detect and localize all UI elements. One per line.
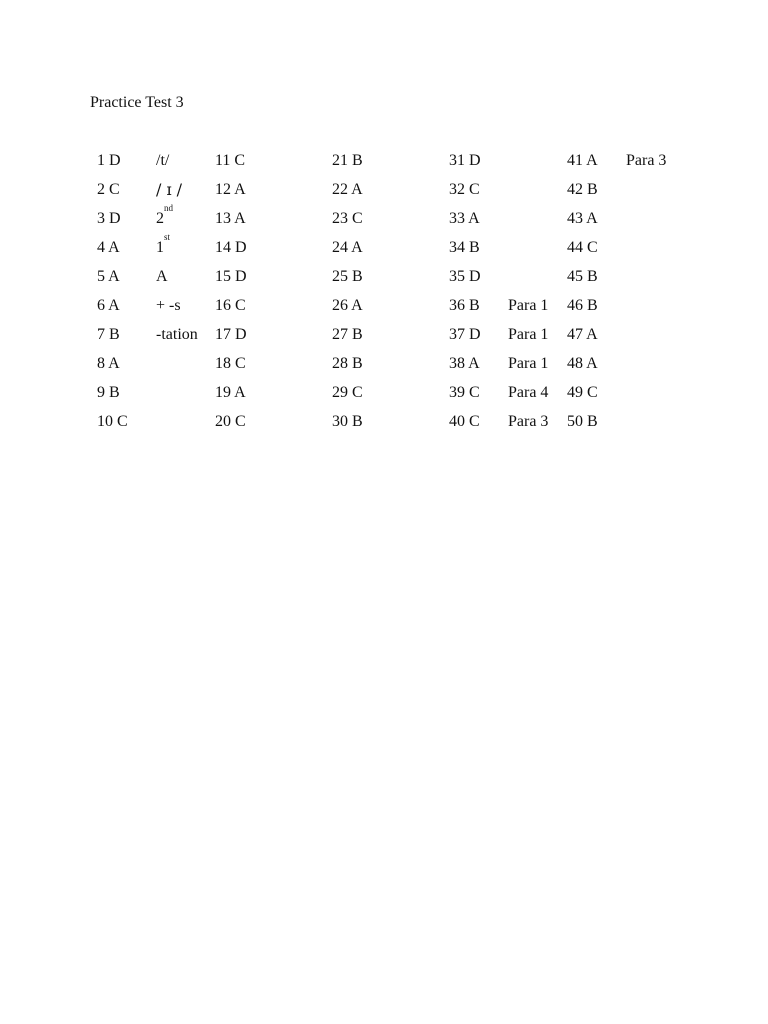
answer-cell	[619, 233, 686, 262]
answer-cell: 33 A	[449, 210, 480, 227]
answer-cell	[149, 233, 208, 262]
answer-cell: 22 A	[332, 181, 363, 198]
answer-cell: 18 C	[215, 355, 246, 372]
answer-cell: 23 C	[332, 210, 363, 227]
answer-row	[90, 204, 686, 233]
answer-cell: 31 D	[449, 152, 481, 169]
answer-cell	[149, 349, 208, 378]
answer-cell: 5 A	[97, 268, 120, 285]
answer-cell	[619, 407, 686, 436]
answer-cell: 35 D	[449, 268, 481, 285]
answer-cell: 20 C	[215, 413, 246, 430]
answer-cell: Para 1	[508, 297, 549, 314]
answer-cell: 10 C	[97, 413, 128, 430]
answer-cell: 46 B	[567, 297, 598, 314]
answer-cell	[149, 378, 208, 407]
answer-cell	[619, 175, 686, 204]
page-title: Practice Test 3	[90, 94, 184, 111]
answer-cell: 11 C	[215, 152, 246, 169]
answer-cell: 30 B	[332, 413, 363, 430]
answer-cell	[501, 175, 560, 204]
answer-cell: / ɪ /	[156, 180, 183, 199]
answer-cell: Para 3	[508, 413, 549, 430]
answer-cell: 8 A	[97, 355, 120, 372]
answer-cell: 37 D	[449, 326, 481, 343]
answer-cell	[619, 291, 686, 320]
answer-cell: 45 B	[567, 268, 598, 285]
answer-cell: 9 B	[97, 384, 120, 401]
answer-row	[90, 146, 686, 175]
answer-cell: 2 C	[97, 181, 120, 198]
answer-cell: 15 D	[215, 268, 247, 285]
answer-cell	[619, 378, 686, 407]
answer-cell: 36 B	[449, 297, 480, 314]
answer-cell: 24 A	[332, 239, 363, 256]
answer-cell: 17 D	[215, 326, 247, 343]
answer-cell: 47 A	[567, 326, 598, 343]
answer-cell: 3 D	[97, 210, 121, 227]
answer-cell: 4 A	[97, 239, 120, 256]
answer-cell: 50 B	[567, 413, 598, 430]
ordinal-suffix: nd	[164, 203, 173, 213]
answer-cell: 14 D	[215, 239, 247, 256]
ordinal-number: 2	[156, 210, 164, 227]
answer-cell: 1 D	[97, 152, 121, 169]
answer-row	[90, 407, 686, 436]
answer-cell: 39 C	[449, 384, 480, 401]
answer-cell: 21 B	[332, 152, 363, 169]
answer-cell: 6 A	[97, 297, 120, 314]
answer-key-body	[90, 146, 686, 436]
answer-cell: 12 A	[215, 181, 246, 198]
answer-cell: A	[156, 268, 168, 285]
answer-cell: -tation	[156, 326, 198, 343]
answer-cell: 40 C	[449, 413, 480, 430]
answer-cell	[501, 233, 560, 262]
answer-cell: 49 C	[567, 384, 598, 401]
answer-cell: 26 A	[332, 297, 363, 314]
answer-cell: 43 A	[567, 210, 598, 227]
answer-cell: /t/	[156, 152, 170, 169]
answer-cell: 13 A	[215, 210, 246, 227]
answer-cell	[149, 407, 208, 436]
answer-cell: 28 B	[332, 355, 363, 372]
answer-key-table	[90, 146, 686, 436]
answer-cell: 38 A	[449, 355, 480, 372]
answer-cell: 16 C	[215, 297, 246, 314]
answer-cell	[619, 204, 686, 233]
answer-cell: 27 B	[332, 326, 363, 343]
answer-row	[90, 349, 686, 378]
answer-cell: 44 C	[567, 239, 598, 256]
answer-cell: Para 1	[508, 326, 549, 343]
answer-cell: + -s	[156, 297, 181, 314]
answer-row	[90, 291, 686, 320]
answer-cell: Para 4	[508, 384, 549, 401]
answer-cell	[619, 320, 686, 349]
answer-cell: Para 1	[508, 355, 549, 372]
answer-cell: 41 A	[567, 152, 598, 169]
answer-cell: 7 B	[97, 326, 120, 343]
answer-cell	[501, 262, 560, 291]
answer-row	[90, 320, 686, 349]
answer-cell: 25 B	[332, 268, 363, 285]
answer-cell: 42 B	[567, 181, 598, 198]
answer-cell: 29 C	[332, 384, 363, 401]
answer-cell	[501, 204, 560, 233]
answer-cell: 48 A	[567, 355, 598, 372]
ordinal-number: 1	[156, 239, 164, 256]
answer-row	[90, 378, 686, 407]
answer-row	[90, 175, 686, 204]
answer-row	[90, 262, 686, 291]
answer-cell	[619, 262, 686, 291]
answer-cell: 19 A	[215, 384, 246, 401]
answer-cell: Para 3	[626, 152, 667, 169]
answer-cell: 34 B	[449, 239, 480, 256]
answer-row	[90, 233, 686, 262]
answer-cell: 32 C	[449, 181, 480, 198]
answer-cell	[501, 146, 560, 175]
answer-cell	[149, 204, 208, 233]
answer-cell	[619, 349, 686, 378]
ordinal-suffix: st	[164, 232, 171, 242]
